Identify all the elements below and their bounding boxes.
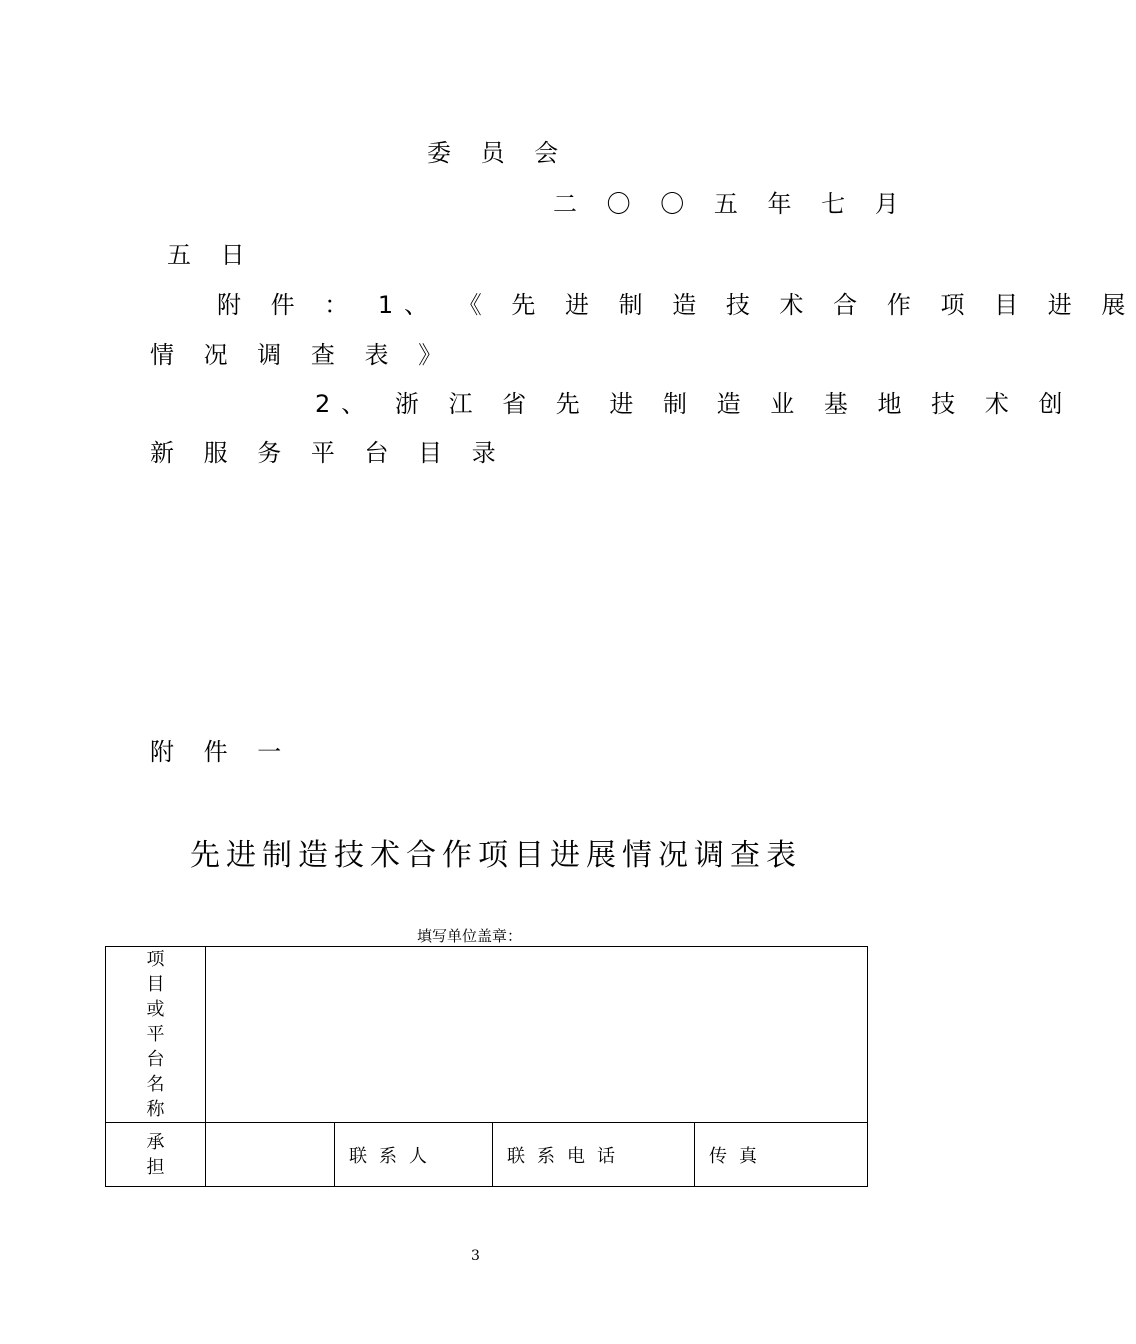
contact-person-text: 联系人 bbox=[349, 1145, 439, 1167]
attachment-line-3: 2、 浙 江 省 先 进 制 造 业 基 地 技 术 创 bbox=[315, 390, 1074, 418]
survey-form-table bbox=[105, 946, 868, 1187]
undertaker-label: 承 担 bbox=[106, 1123, 206, 1187]
page-number: 3 bbox=[471, 1248, 480, 1264]
attachment-line-4: 新 服 务 平 台 目 录 bbox=[150, 439, 507, 467]
fax-label bbox=[695, 1123, 868, 1187]
contact-person-label bbox=[335, 1123, 493, 1187]
fax-text: 传真 bbox=[709, 1145, 769, 1167]
attachment-line-1: 附 件 ： 1、 《 先 进 制 造 技 术 合 作 项 目 进 展 bbox=[217, 291, 1136, 319]
phone-text: 联系电话 bbox=[507, 1145, 627, 1167]
committee-line: 委 员 会 bbox=[427, 139, 570, 167]
phone-label bbox=[493, 1123, 695, 1187]
stamp-note: 填写单位盖章： bbox=[417, 927, 523, 945]
form-row-project bbox=[106, 947, 868, 1123]
date-line-1: 二 〇 〇 五 年 七 月 bbox=[553, 190, 910, 218]
appendix-label: 附 件 一 bbox=[150, 738, 293, 766]
form-title: 先进制造技术合作项目进展情况调查表 bbox=[190, 838, 802, 873]
project-name-field[interactable] bbox=[206, 947, 868, 1123]
project-name-label: 项 目 或 平 台 名 称 bbox=[106, 947, 206, 1123]
attachment-line-2: 情 况 调 查 表 》 bbox=[150, 341, 454, 369]
date-line-2: 五 日 bbox=[167, 241, 256, 269]
form-row-undertaker bbox=[106, 1123, 868, 1187]
undertaker-field[interactable] bbox=[206, 1123, 335, 1187]
